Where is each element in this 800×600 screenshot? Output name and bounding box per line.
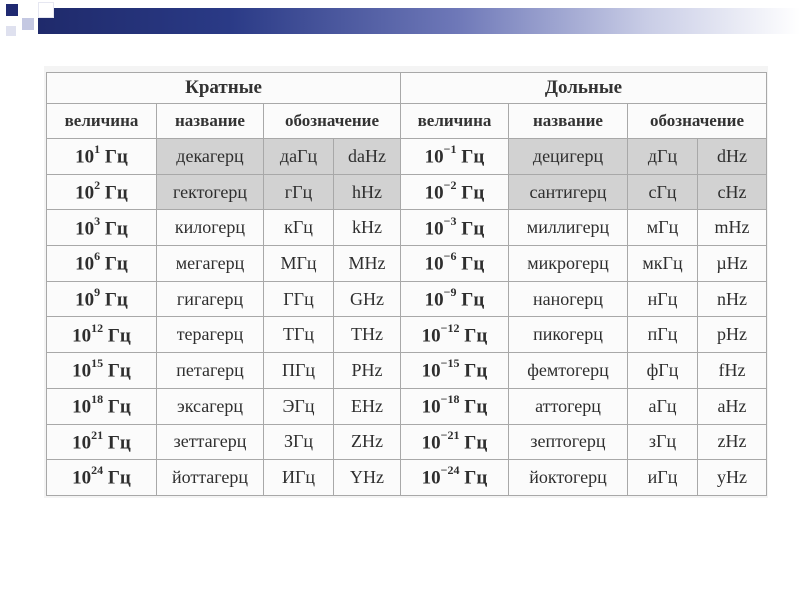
table-row: [401, 424, 767, 460]
magnitude-unit: Гц: [456, 289, 485, 311]
magnitude-unit: Гц: [459, 396, 488, 418]
prefix-name-cell: мегагерц: [157, 246, 264, 282]
symbol-ru-cell: даГц: [264, 139, 334, 175]
magnitude-base: 10: [75, 253, 95, 275]
prefix-name-cell: гигагерц: [157, 281, 264, 317]
magnitude-base: 10: [424, 182, 444, 204]
magnitude-unit: Гц: [100, 253, 128, 275]
table-row: [47, 281, 401, 317]
magnitude-cell: [401, 246, 509, 282]
symbol-ru-cell: ТГц: [264, 317, 334, 353]
symbol-ru-cell: пГц: [628, 317, 698, 353]
group-title-multiples: Кратные: [47, 73, 401, 104]
symbol-intl-cell: hHz: [334, 174, 401, 210]
multiples-body: [47, 139, 401, 496]
magnitude-unit: Гц: [100, 289, 128, 311]
magnitude-exponent: −24: [440, 463, 460, 478]
prefix-name-cell: микрогерц: [509, 246, 628, 282]
table-row: [401, 139, 767, 175]
magnitude-exponent: −21: [440, 427, 460, 442]
magnitude-unit: Гц: [100, 182, 128, 204]
magnitude-base: 10: [72, 467, 92, 489]
prefix-name-cell: зептогерц: [509, 424, 628, 460]
magnitude-unit: Гц: [100, 217, 128, 239]
magnitude-cell: [401, 388, 509, 424]
slide-header-decoration: [0, 0, 800, 40]
symbol-intl-cell: YHz: [334, 460, 401, 496]
magnitude-unit: Гц: [459, 324, 488, 346]
magnitude-unit: Гц: [456, 253, 485, 275]
magnitude-cell: [47, 174, 157, 210]
magnitude-cell: [47, 281, 157, 317]
symbol-intl-cell: mHz: [698, 210, 767, 246]
magnitude-cell: [401, 281, 509, 317]
symbol-ru-cell: ЭГц: [264, 388, 334, 424]
magnitude-cell: [47, 388, 157, 424]
symbol-intl-cell: PHz: [334, 353, 401, 389]
symbol-ru-cell: фГц: [628, 353, 698, 389]
symbol-ru-cell: гГц: [264, 174, 334, 210]
magnitude-cell: [401, 210, 509, 246]
magnitude-base: 10: [421, 432, 441, 453]
prefix-name-cell: децигерц: [509, 139, 628, 175]
symbol-ru-cell: мкГц: [628, 246, 698, 282]
magnitude-base: 10: [421, 467, 441, 489]
symbol-intl-cell: nHz: [698, 281, 767, 317]
symbol-intl-cell: yHz: [698, 460, 767, 496]
table-row: [47, 424, 401, 460]
table-row: [47, 174, 401, 210]
magnitude-exponent: 1: [94, 142, 101, 157]
submultiples-table: [400, 72, 767, 496]
symbol-intl-cell: kHz: [334, 210, 401, 246]
decor-square-white: [38, 2, 54, 18]
symbol-intl-cell: fHz: [698, 353, 767, 389]
multiples-table: [46, 72, 401, 496]
submultiples-body: [401, 139, 767, 496]
magnitude-unit: Гц: [103, 324, 131, 346]
symbol-ru-cell: дГц: [628, 139, 698, 175]
magnitude-cell: [47, 139, 157, 175]
col-header-name: название: [509, 104, 628, 139]
symbol-ru-cell: мГц: [628, 210, 698, 246]
magnitude-cell: [401, 460, 509, 496]
symbol-intl-cell: GHz: [334, 281, 401, 317]
symbol-ru-cell: ИГц: [264, 460, 334, 496]
magnitude-base: 10: [75, 182, 95, 204]
prefix-name-cell: килогерц: [157, 210, 264, 246]
symbol-ru-cell: ЗГц: [264, 424, 334, 460]
magnitude-unit: Гц: [456, 146, 485, 168]
magnitude-cell: [47, 210, 157, 246]
col-header-name: название: [157, 104, 264, 139]
table-row: [47, 139, 401, 175]
magnitude-base: 10: [75, 289, 95, 311]
symbol-ru-cell: нГц: [628, 281, 698, 317]
magnitude-exponent: 6: [94, 249, 101, 264]
table-row: [47, 460, 401, 496]
magnitude-unit: Гц: [459, 432, 488, 453]
symbol-intl-cell: MHz: [334, 246, 401, 282]
symbol-ru-cell: зГц: [628, 424, 698, 460]
prefix-name-cell: декагерц: [157, 139, 264, 175]
magnitude-exponent: −2: [443, 177, 457, 192]
col-header-symbol: обозначение: [628, 104, 767, 139]
magnitude-base: 10: [75, 217, 95, 239]
magnitude-exponent: −1: [443, 142, 457, 157]
magnitude-base: 10: [75, 146, 95, 168]
magnitude-exponent: 9: [94, 284, 101, 299]
magnitude-base: 10: [421, 396, 441, 418]
magnitude-cell: [401, 174, 509, 210]
table-row: [47, 317, 401, 353]
prefix-name-cell: зеттагерц: [157, 424, 264, 460]
symbol-intl-cell: pHz: [698, 317, 767, 353]
magnitude-base: 10: [421, 324, 441, 346]
symbol-intl-cell: dHz: [698, 139, 767, 175]
magnitude-unit: Гц: [459, 467, 488, 489]
magnitude-base: 10: [72, 360, 92, 382]
magnitude-unit: Гц: [103, 360, 131, 382]
magnitude-exponent: 15: [91, 356, 104, 371]
magnitude-base: 10: [424, 253, 444, 275]
decor-square-pale: [6, 26, 16, 36]
prefix-name-cell: йоктогерц: [509, 460, 628, 496]
table-row: [401, 246, 767, 282]
magnitude-cell: [401, 139, 509, 175]
prefix-name-cell: аттогерц: [509, 388, 628, 424]
magnitude-unit: Гц: [456, 182, 485, 204]
group-title-submultiples: Дольные: [401, 73, 767, 104]
magnitude-unit: Гц: [103, 396, 131, 418]
magnitude-unit: Гц: [459, 360, 488, 382]
prefix-name-cell: пикогерц: [509, 317, 628, 353]
magnitude-exponent: −18: [440, 391, 460, 406]
magnitude-base: 10: [424, 217, 444, 239]
symbol-intl-cell: aHz: [698, 388, 767, 424]
prefix-name-cell: терагерц: [157, 317, 264, 353]
col-header-magnitude: величина: [47, 104, 157, 139]
decor-square-light: [22, 18, 34, 30]
magnitude-exponent: 3: [94, 213, 101, 228]
decor-square-dark: [6, 4, 18, 16]
magnitude-cell: [47, 353, 157, 389]
prefix-name-cell: гектогерц: [157, 174, 264, 210]
prefix-name-cell: фемтогерц: [509, 353, 628, 389]
table-row: [401, 281, 767, 317]
magnitude-cell: [47, 317, 157, 353]
header-gradient-band: [38, 8, 800, 34]
symbol-intl-cell: daHz: [334, 139, 401, 175]
magnitude-base: 10: [424, 146, 444, 168]
prefix-name-cell: йоттагерц: [157, 460, 264, 496]
table-row: [47, 388, 401, 424]
magnitude-exponent: 24: [91, 463, 104, 478]
symbol-intl-cell: ZHz: [334, 424, 401, 460]
magnitude-exponent: 2: [94, 177, 101, 192]
prefix-name-cell: эксагерц: [157, 388, 264, 424]
symbol-ru-cell: МГц: [264, 246, 334, 282]
prefix-name-cell: наногерц: [509, 281, 628, 317]
magnitude-exponent: −9: [443, 284, 457, 299]
prefix-name-cell: миллигерц: [509, 210, 628, 246]
symbol-ru-cell: кГц: [264, 210, 334, 246]
magnitude-base: 10: [72, 432, 92, 453]
prefix-name-cell: сантигерц: [509, 174, 628, 210]
magnitude-base: 10: [72, 396, 92, 418]
table-row: [401, 460, 767, 496]
magnitude-base: 10: [421, 360, 441, 382]
magnitude-base: 10: [72, 324, 92, 346]
symbol-ru-cell: сГц: [628, 174, 698, 210]
table-row: [401, 353, 767, 389]
magnitude-exponent: 21: [91, 427, 104, 442]
magnitude-base: 10: [424, 289, 444, 311]
magnitude-unit: Гц: [103, 432, 131, 453]
magnitude-unit: Гц: [100, 146, 128, 168]
symbol-intl-cell: cHz: [698, 174, 767, 210]
magnitude-exponent: −15: [440, 356, 460, 371]
prefix-name-cell: петагерц: [157, 353, 264, 389]
table-row: [401, 210, 767, 246]
magnitude-exponent: −3: [443, 213, 457, 228]
symbol-intl-cell: zHz: [698, 424, 767, 460]
magnitude-exponent: 12: [91, 320, 104, 335]
table-row: [47, 246, 401, 282]
symbol-ru-cell: ГГц: [264, 281, 334, 317]
magnitude-cell: [47, 246, 157, 282]
magnitude-exponent: −12: [440, 320, 460, 335]
table-row: [401, 317, 767, 353]
col-header-symbol: обозначение: [264, 104, 401, 139]
table-row: [401, 388, 767, 424]
magnitude-cell: [401, 317, 509, 353]
symbol-ru-cell: иГц: [628, 460, 698, 496]
magnitude-cell: [47, 424, 157, 460]
symbol-ru-cell: ПГц: [264, 353, 334, 389]
symbol-intl-cell: THz: [334, 317, 401, 353]
table-row: [47, 353, 401, 389]
magnitude-cell: [401, 424, 509, 460]
symbol-intl-cell: µHz: [698, 246, 767, 282]
magnitude-unit: Гц: [456, 217, 485, 239]
magnitude-cell: [47, 460, 157, 496]
magnitude-exponent: −6: [443, 249, 457, 264]
magnitude-cell: [401, 353, 509, 389]
magnitude-unit: Гц: [103, 467, 131, 489]
symbol-intl-cell: EHz: [334, 388, 401, 424]
table-row: [47, 210, 401, 246]
symbol-ru-cell: аГц: [628, 388, 698, 424]
col-header-magnitude: величина: [401, 104, 509, 139]
table-row: [401, 174, 767, 210]
magnitude-exponent: 18: [91, 391, 104, 406]
